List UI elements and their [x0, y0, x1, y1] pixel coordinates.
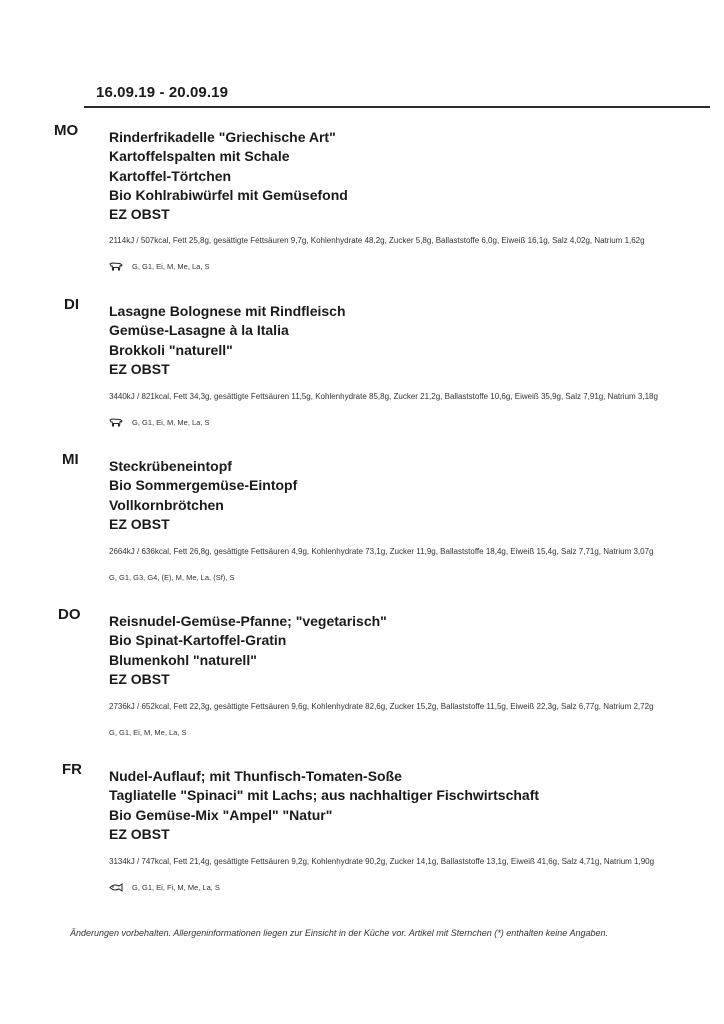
dish-item: Brokkoli "naturell": [109, 341, 233, 358]
allergen-list: [109, 262, 210, 271]
allergen-list: [109, 728, 187, 737]
allergen-list: [109, 573, 234, 582]
dish-item: Reisnudel-Gemüse-Pfanne; "vegetarisch": [109, 613, 387, 629]
day-label: FR: [62, 761, 82, 778]
dish-list: [109, 302, 346, 379]
nutrition-info: 2736kJ / 652kcal, Fett 22,3g, gesättigte Fettsäuren 9,6g, Kohlenhydrate 82,6g, Zucker 15,2g, Ballaststoffe 11,5g, Eiweiß 22,3g, Salz 6,77g, Natrium 2,72g: [109, 702, 654, 711]
allergen-codes: G, G1, Ei, Fi, M, Me, La, S: [132, 883, 220, 892]
dish-item: Rinderfrikadelle "Griechische Art": [109, 129, 336, 145]
dish-item: EZ OBST: [109, 206, 170, 223]
cow-icon: [109, 262, 123, 271]
nutrition-info: 2114kJ / 507kcal, Fett 25,8g, gesättigte Fettsäuren 9,7g, Kohlenhydrate 48,2g, Zucker 5,8g, Ballaststoffe 6,0g, Eiweiß 16,1g, Salz 4,02g, Natrium 1,62g: [109, 236, 645, 245]
header-divider: [84, 106, 710, 108]
dish-list: [109, 612, 387, 689]
dish-item: Steckrübeneintopf: [109, 458, 232, 474]
dish-list: [109, 128, 348, 224]
dish-item: EZ OBST: [109, 360, 170, 377]
nutrition-info: 2664kJ / 636kcal, Fett 26,8g, gesättigte Fettsäuren 4,9g, Kohlenhydrate 73,1g, Zucker 11,9g, Ballaststoffe 18,4g, Eiweiß 15,4g, Salz 7,71g, Natrium 3,07g: [109, 547, 654, 556]
allergen-list: [109, 883, 220, 892]
day-label: DO: [58, 606, 81, 623]
dish-item: Kartoffel-Törtchen: [109, 167, 232, 184]
dish-item: Lasagne Bolognese mit Rindfleisch: [109, 303, 346, 319]
allergen-codes: G, G1, Ei, M, Me, La, S: [109, 728, 187, 737]
dish-item: Bio Kohlrabiwürfel mit Gemüsefond: [109, 186, 348, 203]
dish-list: [109, 457, 297, 534]
allergen-codes: G, G1, G3, G4, (E), M, Me, La, (Sf), S: [109, 573, 235, 582]
dish-item: Tagliatelle "Spinaci" mit Lachs; aus nachhaltiger Fischwirtschaft: [109, 787, 540, 804]
allergen-codes: G, G1, Ei, M, Me, La, S: [132, 418, 210, 427]
dish-item: Nudel-Auflauf; mit Thunfisch-Tomaten-Soße: [109, 768, 402, 784]
day-label: DI: [64, 296, 79, 313]
dish-item: Blumenkohl "naturell": [109, 651, 257, 668]
dish-item: EZ OBST: [109, 515, 170, 532]
dish-list: [109, 767, 539, 844]
dish-item: EZ OBST: [109, 670, 170, 687]
cow-icon: [109, 418, 123, 427]
allergen-list: [109, 418, 210, 427]
date-range: 16.09.19 - 20.09.19: [96, 84, 229, 101]
nutrition-info: 3440kJ / 821kcal, Fett 34,3g, gesättigte Fettsäuren 11,5g, Kohlenhydrate 85,8g, Zucker 21,2g, Ballaststoffe 10,6g, Eiweiß 35,9g, Salz 7,91g, Natrium 3,18g: [109, 392, 658, 401]
day-label: MI: [62, 451, 79, 468]
dish-item: Bio Spinat-Kartoffel-Gratin: [109, 632, 287, 649]
dish-item: Bio Gemüse-Mix "Ampel" "Natur": [109, 806, 333, 823]
fish-icon: [109, 883, 123, 892]
footer-note: Änderungen vorbehalten. Allergeninformationen liegen zur Einsicht in der Küche vor. Artikel mit Sternchen (*) enthalten keine Angaben.: [70, 928, 608, 938]
dish-item: Bio Sommergemüse-Eintopf: [109, 477, 298, 494]
dish-item: EZ OBST: [109, 825, 170, 842]
nutrition-info: 3134kJ / 747kcal, Fett 21,4g, gesättigte Fettsäuren 9,2g, Kohlenhydrate 90,2g, Zucker 14,1g, Ballaststoffe 13,1g, Eiweiß 41,6g, Salz 4,71g, Natrium 1,90g: [109, 857, 655, 866]
dish-item: Kartoffelspalten mit Schale: [109, 148, 290, 165]
dish-item: Gemüse-Lasagne à la Italia: [109, 322, 289, 339]
allergen-codes: G, G1, Ei, M, Me, La, S: [132, 262, 210, 271]
day-label: MO: [54, 122, 79, 139]
dish-item: Vollkornbrötchen: [109, 496, 224, 513]
